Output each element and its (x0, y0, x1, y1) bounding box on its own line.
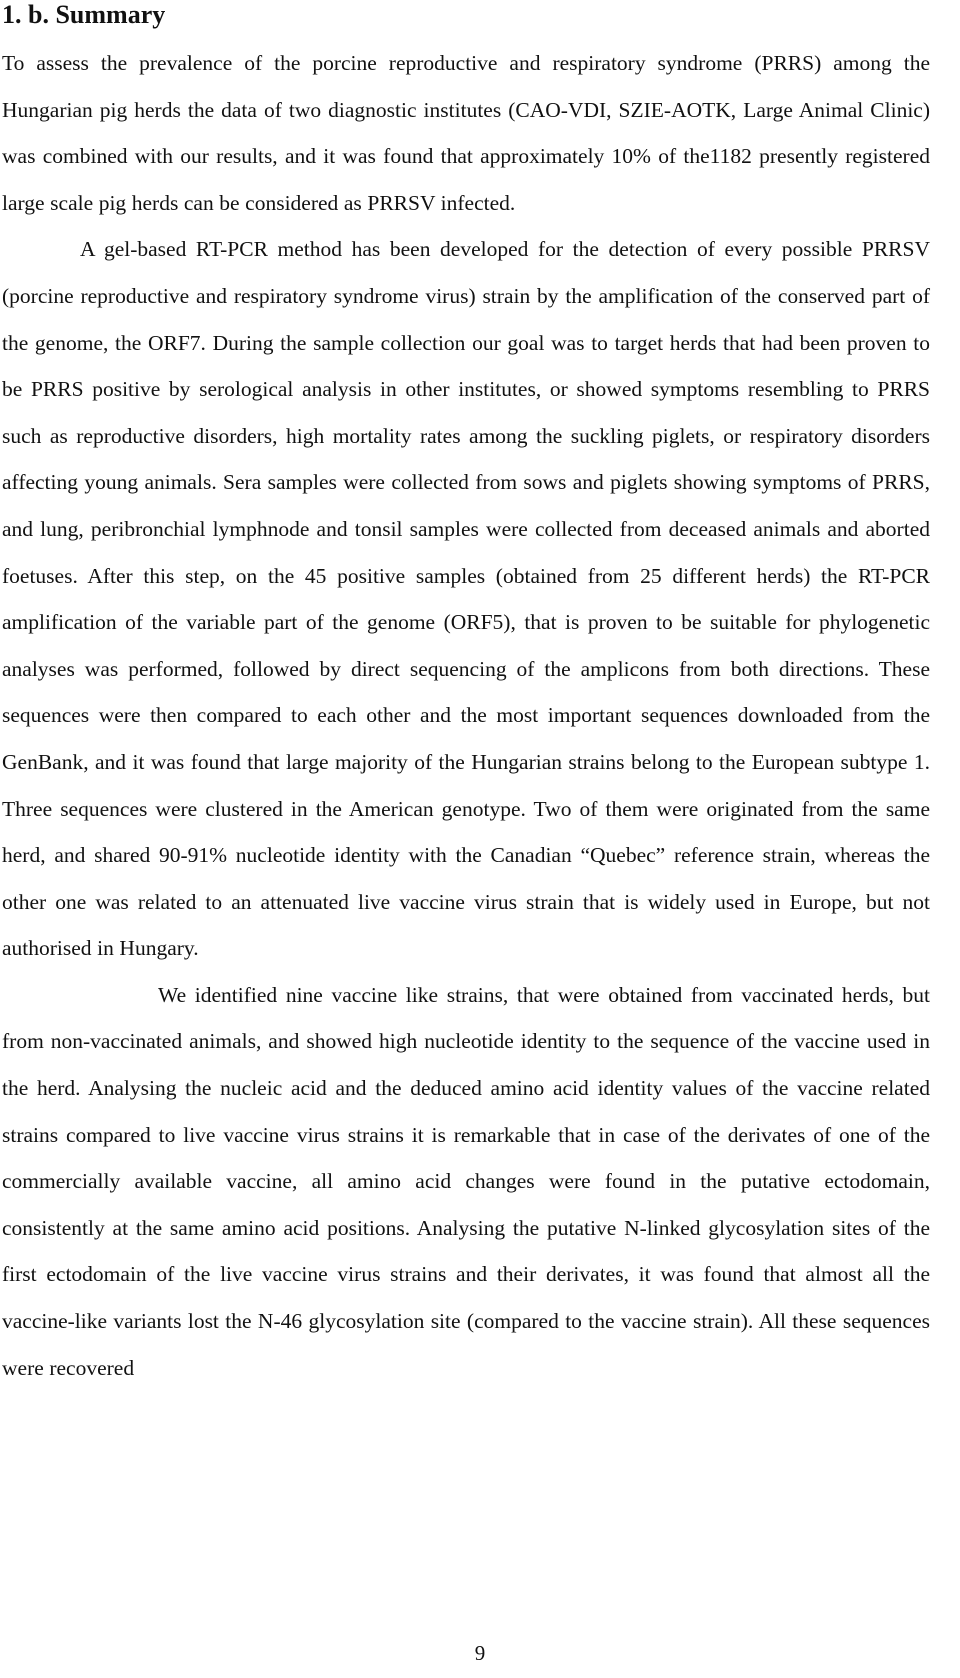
page-number: 9 (474, 1641, 486, 1665)
paragraph-prevalence: To assess the prevalence of the porcine reproductive and respiratory syndrome (PRRS) among the Hungarian pig herds the data of two diagnostic institutes (CAO-VDI, SZIE-AOTK, Large Animal Clinic) was combined with our results, and it was found that approximately 10% of the1182 presently registered large scale pig herds can be considered as PRRSV infected. (2, 51, 930, 215)
paragraph-rt-pcr-method: A gel-based RT-PCR method has been developed for the detection of every possible PRRSV (porcine reproductive and respiratory syndrome virus) strain by the amplification of the conserved part of the genome, the ORF7. During the sample collection our goal was to target herds that had been proven to be PRRS positive by serological analysis in other institutes, or showed symptoms resembling to PRRS such as reproductive disorders, high mortality rates among the suckling piglets, or respiratory disorders affecting young animals. Sera samples were collected from sows and piglets showing symptoms of PRRS, and lung, peribronchial lymphnode and tonsil samples were collected from deceased animals and aborted foetuses. After this step, on the 45 positive samples (obtained from 25 different herds) the RT-PCR amplification of the variable part of the genome (ORF5), that is proven to be suitable for phylogenetic analyses was performed, followed by direct sequencing of the amplicons from both directions. These sequences were then compared to each other and the most important sequences downloaded from the GenBank, and it was found that large majority of the Hungarian strains belong to the European subtype 1. Three sequences were clustered in the American genotype. Two of them were originated from the same herd, and shared 90-91% nucleotide identity with the Canadian “Quebec” reference strain, whereas the other one was related to an attenuated live vaccine virus strain that is widely used in Europe, but not authorised in Hungary. (2, 237, 930, 961)
summary-body (2, 40, 930, 1391)
section-heading: 1. b. Summary (2, 0, 166, 29)
paragraph-vaccine-like-strains: We identified nine vaccine like strains, that were obtained from vaccinated herds, but from non-vaccinated animals, and showed high nucleotide identity to the sequence of the vaccine used in the herd. Analysing the nucleic acid and the deduced amino acid identity values of the vaccine related strains compared to live vaccine virus strains it is remarkable that in case of the derivates of one of the commercially available vaccine, all amino acid changes were found in the putative ectodomain, consistently at the same amino acid positions. Analysing the putative N-linked glycosylation sites of the first ectodomain of the live vaccine virus strains and their derivates, it was found that almost all the vaccine-like variants lost the N-46 glycosylation site (compared to the vaccine strain). All these sequences were recovered (2, 982, 930, 1380)
